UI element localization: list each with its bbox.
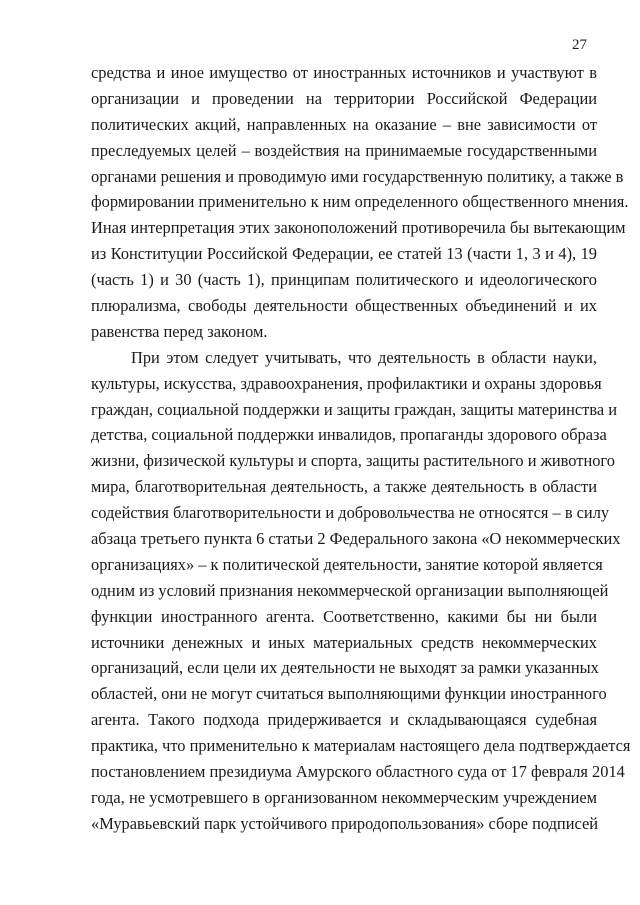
page-number: 27: [572, 37, 587, 53]
text-line: агента. Такого подхода придерживается и складывающаяся судебная: [91, 710, 597, 730]
text-line: формировании применительно к ним определенного общественного мнения.: [91, 192, 629, 212]
text-line: функции иностранного агента. Соответственно, какими бы ни были: [91, 606, 597, 626]
text-line: равенства перед законом.: [91, 321, 268, 341]
text-line: «Муравьевский парк устойчивого природопользования» сборе подписей: [91, 813, 598, 833]
text-line: из Конституции Российской Федерации, ее статей 13 (части 1, 3 и 4), 19: [91, 244, 597, 264]
text-line: органами решения и проводимую ими государственную политику, а также в: [91, 166, 624, 186]
text-line: практика, что применительно к материалам настоящего дела подтверждается: [91, 736, 631, 756]
text-line: источники денежных и иных материальных средств некоммерческих: [91, 632, 597, 652]
text-line: мира, благотворительная деятельность, а также деятельность в области: [91, 477, 597, 497]
text-line: культуры, искусства, здравоохранения, профилактики и охраны здоровья: [91, 373, 602, 393]
text-line: жизни, физической культуры и спорта, защиты растительного и животного: [91, 451, 615, 471]
paragraph: [91, 345, 631, 837]
text-line: (часть 1) и 30 (часть 1), принципам политического и идеологического: [91, 270, 597, 290]
text-line: средства и иное имущество от иностранных источников и участвуют в: [91, 63, 597, 82]
text-line: организаций, если цели их деятельности не выходят за рамки указанных: [91, 658, 599, 678]
text-line: граждан, социальной поддержки и защиты граждан, защиты материнства и: [91, 399, 618, 419]
text-line: содействия благотворительности и добровольчества не относятся – в силу: [91, 503, 610, 523]
document-body: [91, 60, 631, 837]
text-line: года, не усмотревшего в организованном некоммерческим учреждением: [91, 787, 597, 807]
paragraph: [91, 60, 629, 345]
text-line: постановлением президиума Амурского областного суда от 17 февраля 2014: [91, 762, 625, 782]
text-line: организациях» – к политической деятельности, занятие которой является: [91, 554, 603, 574]
text-line: преследуемых целей – воздействия на принимаемые государственными: [91, 140, 597, 160]
text-line: абзаца третьего пункта 6 статьи 2 Федерального закона «О некоммерческих: [91, 529, 621, 549]
text-line: политических акций, направленных на оказание – вне зависимости от: [91, 114, 597, 134]
text-line: Иная интерпретация этих законоположений противоречила бы вытекающим: [91, 218, 626, 238]
text-line: областей, они не могут считаться выполняющими функции иностранного: [91, 684, 607, 704]
text-line: одним из условий признания некоммерческой организации выполняющей: [91, 580, 609, 600]
text-line: организации и проведении на территории Российской Федерации: [91, 88, 597, 108]
text-line: детства, социальной поддержки инвалидов, пропаганды здорового образа: [91, 425, 607, 445]
text-line: При этом следует учитывать, что деятельность в области науки,: [131, 347, 597, 367]
text-line: плюрализма, свободы деятельности общественных объединений и их: [91, 296, 597, 316]
